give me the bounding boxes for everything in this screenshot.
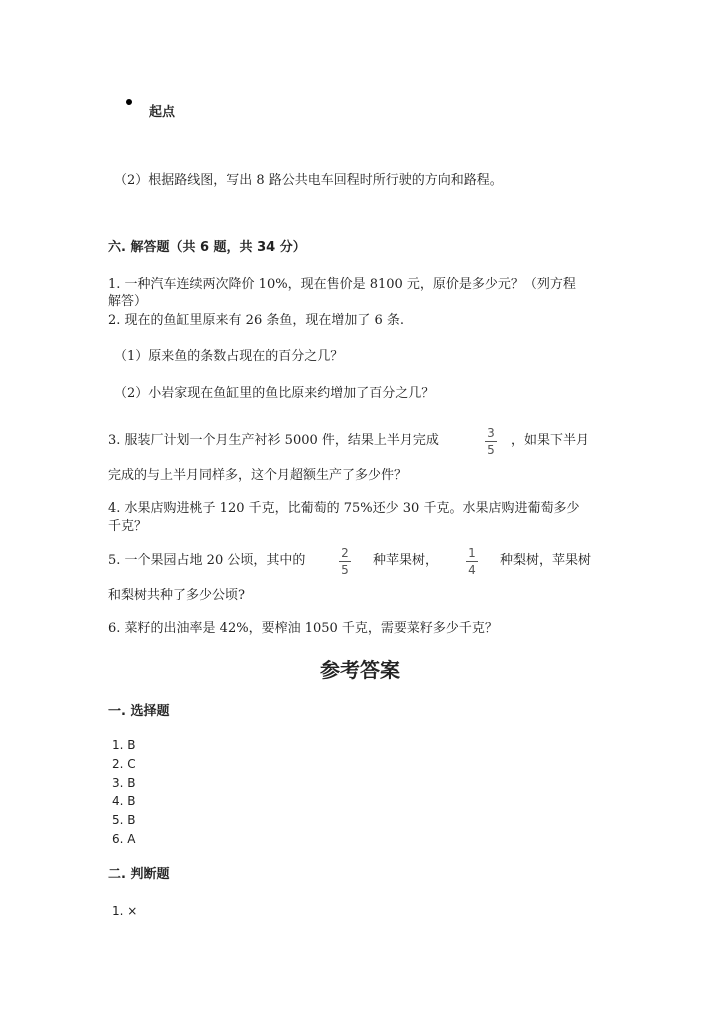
fraction-bar — [485, 441, 497, 442]
fraction-denominator: 5 — [341, 563, 349, 577]
question-6: 6. 菜籽的出油率是 42%，要榨油 1050 千克，需要菜籽多少千克？ — [108, 621, 498, 636]
answer-section-2-header: 二. 判断题 — [108, 867, 170, 882]
question-4-line-2: 千克？ — [108, 519, 148, 534]
question-5-line-2: 和梨树共种了多少公顷? — [108, 588, 245, 603]
question-1-line-2: 解答） — [108, 294, 148, 309]
fraction-bar — [466, 561, 478, 562]
question-5-part-1: 5. 一个果园占地 20 公顷，其中的 — [108, 553, 306, 568]
answer-item: 6. A — [112, 832, 136, 846]
question-3-part-2: ，如果下半月 — [511, 433, 590, 448]
answer-item: 1. B — [112, 738, 136, 752]
fraction-numerator: 2 — [341, 546, 349, 560]
question-5-part-3: 种梨树，苹果树 — [500, 553, 592, 568]
answer-item: 5. B — [112, 813, 136, 827]
question-2-sub-2: （2）小岩家现在鱼缸里的鱼比原来约增加了百分之几？ — [114, 386, 435, 401]
fraction-denominator: 5 — [487, 443, 495, 457]
fraction-numerator: 1 — [468, 546, 476, 560]
fraction-denominator: 4 — [468, 563, 476, 577]
question-4-line-1: 4. 水果店购进桃子 120 千克，比葡萄的 75%还少 30 千克。水果店购进葡萄多少 — [108, 501, 580, 516]
question-sub-item: （2）根据路线图，写出 8 路公共电车回程时所行驶的方向和路程。 — [114, 173, 503, 188]
map-start-label: 起点 — [149, 105, 176, 120]
fraction-three-fifths — [483, 426, 499, 457]
question-2-stem: 2. 现在的鱼缸里原来有 26 条鱼，现在增加了 6 条. — [108, 313, 405, 328]
answer-item: 2. C — [112, 757, 136, 771]
fraction-bar — [339, 561, 351, 562]
answer-item: 1. × — [112, 904, 138, 918]
question-2-sub-1: （1）原来鱼的条数占现在的百分之几？ — [114, 349, 344, 364]
question-3-line-2: 完成的与上半月同样多，这个月超额生产了多少件？ — [108, 468, 408, 483]
fraction-one-quarter — [464, 546, 480, 577]
map-start-point-marker — [126, 99, 132, 105]
question-1-line-1: 1. 一种汽车连续两次降价 10%，现在售价是 8100 元，原价是多少元？（列方程 — [108, 277, 576, 292]
fraction-numerator: 3 — [487, 426, 495, 440]
answer-section-1-header: 一. 选择题 — [108, 704, 170, 719]
answer-item: 4. B — [112, 794, 136, 808]
answer-item: 3. B — [112, 776, 136, 790]
fraction-two-fifths — [337, 546, 353, 577]
answer-key-title: 参考答案 — [320, 658, 400, 682]
question-5-part-2: 种苹果树， — [373, 553, 439, 568]
question-3-part-1: 3. 服装厂计划一个月生产衬衫 5000 件，结果上半月完成 — [108, 433, 439, 448]
section-header-answer-questions: 六. 解答题（共 6 题，共 34 分） — [108, 240, 306, 255]
